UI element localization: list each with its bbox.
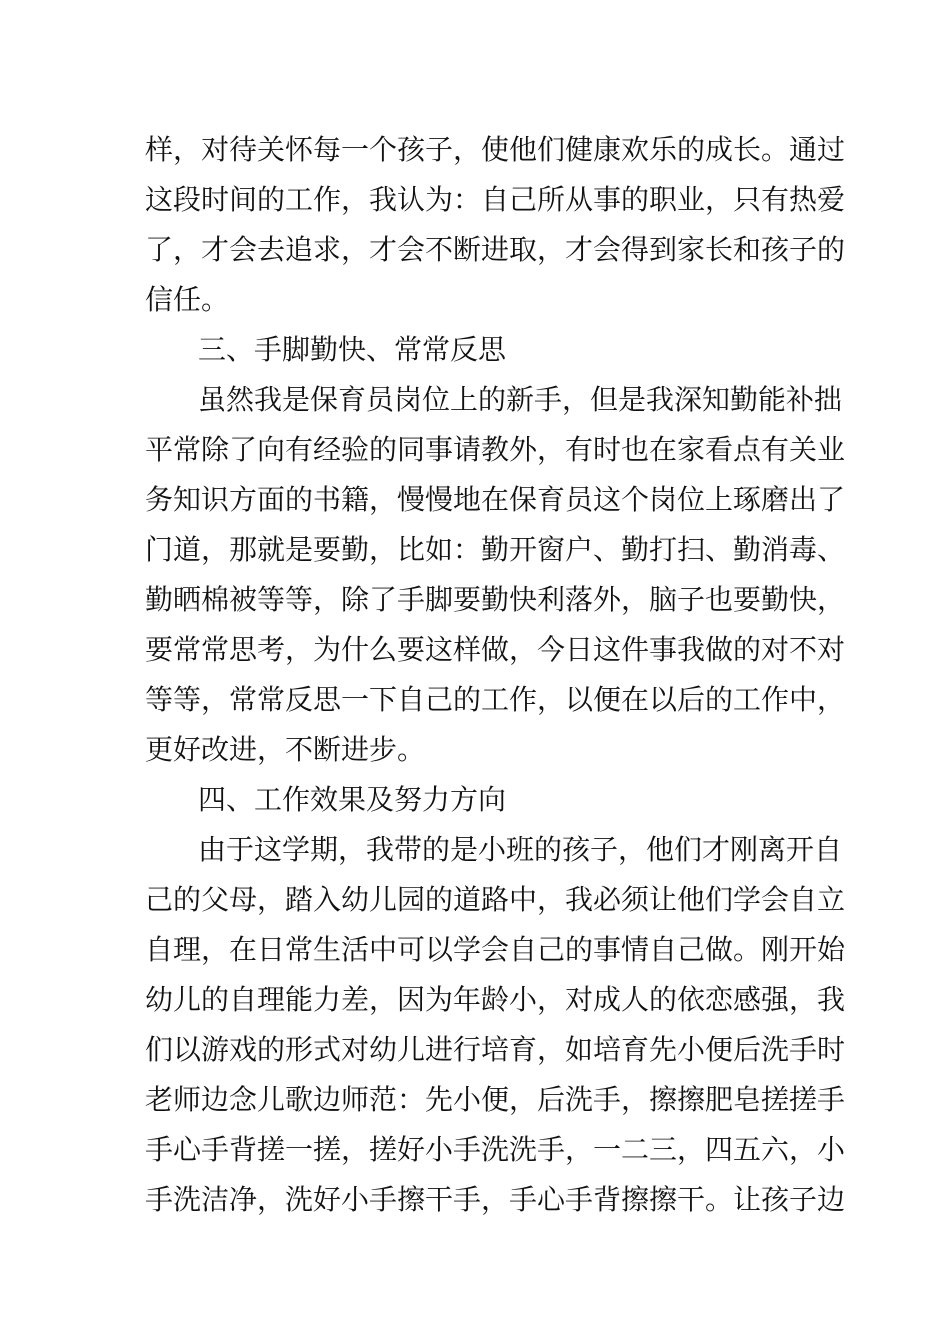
text-line: 信任。 (145, 283, 230, 316)
text-line: 平常除了向有经验的同事请教外，有时也在家看点有关业 (145, 433, 846, 466)
text-line: 由于这学期，我带的是小班的孩子，他们才刚离开自 (198, 833, 843, 866)
text-line: 幼儿的自理能力差，因为年龄小，对成人的依恋感强，我 (145, 983, 846, 1016)
section-heading-4: 四、工作效果及努力方向 (198, 783, 507, 816)
text-line: 自理，在日常生活中可以学会自己的事情自己做。刚开始 (145, 933, 846, 966)
text-line: 更好改进，不断进步。 (145, 733, 426, 766)
text-line: 手心手背搓一搓，搓好小手洗洗手，一二三，四五六，小 (145, 1133, 846, 1166)
text-line: 这段时间的工作，我认为：自己所从事的职业，只有热爱 (145, 183, 846, 216)
text-line: 勤晒棉被等等，除了手脚要勤快利落外，脑子也要勤快， (145, 583, 846, 616)
text-line: 老师边念儿歌边师范：先小便，后洗手，擦擦肥皂搓搓手 (145, 1083, 846, 1116)
section-heading-3: 三、手脚勤快、常常反思 (198, 333, 507, 366)
text-line: 样，对待关怀每一个孩子，使他们健康欢乐的成长。通过 (145, 133, 846, 166)
text-line: 们以游戏的形式对幼儿进行培育，如培育先小便后洗手时 (145, 1033, 846, 1066)
text-line: 门道，那就是要勤，比如：勤开窗户、勤打扫、勤消毒、 (145, 533, 846, 566)
text-line: 虽然我是保育员岗位上的新手，但是我深知勤能补拙 (198, 383, 843, 416)
text-line: 己的父母，踏入幼儿园的道路中，我必须让他们学会自立 (145, 883, 846, 916)
text-line: 务知识方面的书籍，慢慢地在保育员这个岗位上琢磨出了 (145, 483, 846, 516)
text-line: 要常常思考，为什么要这样做，今日这件事我做的对不对 (145, 633, 846, 666)
text-line: 了，才会去追求，才会不断进取，才会得到家长和孩子的 (145, 233, 846, 266)
text-line: 手洗洁净，洗好小手擦干手，手心手背擦擦干。让孩子边 (145, 1183, 846, 1216)
text-line: 等等，常常反思一下自己的工作，以便在以后的工作中， (145, 683, 846, 716)
